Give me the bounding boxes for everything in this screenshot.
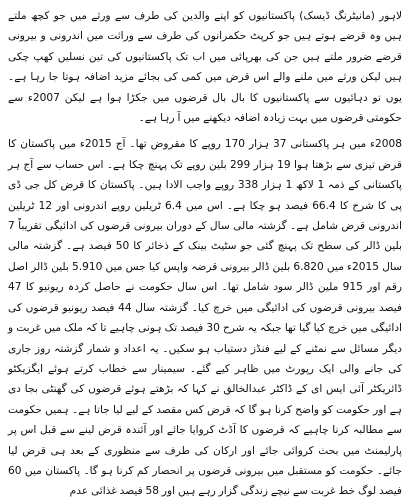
article-paragraph-1: لاہور (مانیٹرنگ ڈیسک) پاکستانیوں کو اپنے والدین کی طرف سے ورثے میں جو کچھ ملتے ہیں وہ قرضے ہوتے ہیں جو کرپٹ حکمرانوں کی طرف سے وراثت میں اندرونی و بیرونی قرضے ضرور ملتے ہیں جن کی بھرپائی میں اب تک پاکستانیوں کی تین نسلیں کھپ چکی ہیں لیکن ورثے میں ملنے والے اس قرض میں کمی کی بجائے مزید اضافہ ہوتا جا رہا ہے۔ یوں تو دہائیوں سے پاکستانیوں کا بال بال قرضوں میں جکڑا ہوا ہے لیکن 2007ء سے حکومتی قرضوں میں بہت زیادہ اضافہ دیکھنے میں آ رہا ہے۔ xyxy=(8,10,402,125)
article-paragraph-2: 2008ء میں ہر پاکستانی 37 ہزار 170 روپے کا مقروض تھا۔ آج 2015ء میں پاکستان کا قرض تیزی سے بڑھتا ہوا 19 ہزار 299 بلین روپے تک پہنچ چکا ہے۔ اس حساب سے آج ہر پاکستانی کے ذمہ 1 لاکھ 1 ہزار 338 روپے واجب الادا ہیں۔ پاکستان کا قرض کل جی ڈی پی کا شرح کا 66.4 فیصد ہو چکا ہے۔ اس میں 6.4 ٹریلین روپے اندرونی اور 12 ٹریلین اندرونی قرض شامل ہے۔ گزشتہ مالی سال کے دوران بیرونی قرضوں کی ادائیگی تقریباً 7 بلین ڈالر کی سطح تک پہنچ گئی جو سٹیٹ بینک کے ذخائر کا 50 فیصد ہے۔ گزشتہ مالی سال 2015ء میں 6.820 بلین ڈالر بیرونی قرضہ واپس کیا جس میں 5.910 بلین ڈالر اصل رقم اور 915 ملین ڈالر سود شامل تھا۔ اس سال حکومت نے حاصل کردہ ریونیو کا 47 فیصد بیرونی قرضوں کی ادائیگی میں خرچ کیا۔ گزشتہ سال 44 فیصد ریونیو قرضوں کی ادائیگی میں خرچ کیا گیا تھا جبکہ یہ شرح 30 فیصد تک ہونی چاہیے تا کہ ملک میں غربت و دیگر مسائل سے نمٹنے کے لیے فنڈز دستیاب ہو سکیں۔ یہ اعداد و شمار گزشتہ روز جاری کی جانے والی ایک رپورٹ میں ظاہر کیے گئے۔ سیمینار سے خطاب کرتے ہوئے ایگزیکٹو ڈائریکٹر آئی ایس ای کے ڈاکٹر عبدالخالق نے کہا کہ بڑھتے ہوئے قرضوں کی گھنٹی بجا دی ہے اور حکومت کو واضح کرنا ہو گا کہ قرض کس مقصد کے لیے لیا جاتا ہے۔ ہمیں حکومت سے مطالبہ کرنا چاہیے کہ قرضوں کا آڈٹ کروایا جائے اور آئندہ قرض لینے سے قبل اس پر پارلیمنٹ میں بحث کروائی جائے اور ارکان کی طرف سے منظوری کے بعد ہی قرض لیا جائے۔ حکومت کو مستقبل میں بیرونی قرضوں پر انحصار کم کرنا ہو گا۔ پاکستان میں 60 فیصد لوگ خط غربت سے نیچے زندگی گزار رہے ہیں اور 58 فیصد غذائی عدم xyxy=(8,138,403,498)
